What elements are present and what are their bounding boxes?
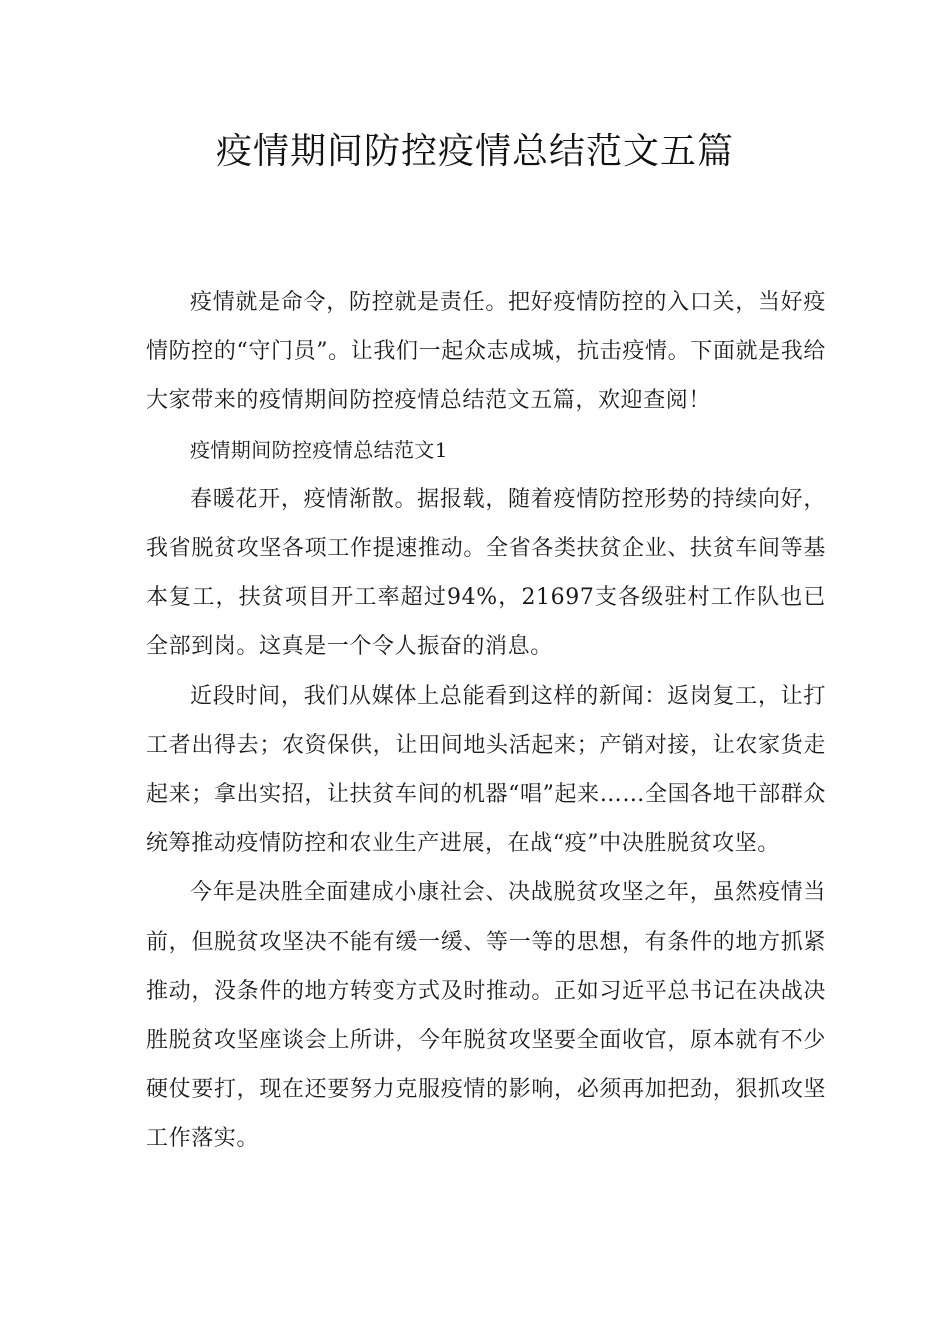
- body-paragraph: 今年是决胜全面建成小康社会、决战脱贫攻坚之年，虽然疫情当前，但脱贫攻坚决不能有缓一缓、等一等的思想，有条件的地方抓紧推动，没条件的地方转变方式及时推动。正如习近平总书记在决战决胜脱贫攻坚座谈会上所讲，今年脱贫攻坚要全面收官，原本就有不少硬仗要打，现在还要努力克服疫情的影响，必须再加把劲，狠抓攻坚工作落实。: [146, 880, 826, 1152]
- document-body: [146, 278, 826, 1164]
- body-paragraph: 春暖花开，疫情渐散。据报载，随着疫情防控形势的持续向好，我省脱贫攻坚各项工作提速推动。全省各类扶贫企业、扶贫车间等基本复工，扶贫项目开工率超过94%，21697支各级驻村工作队也已全部到岗。这真是一个令人振奋的消息。: [146, 486, 826, 660]
- document-title: 疫情期间防控疫情总结范文五篇: [215, 131, 734, 172]
- body-paragraph: 近段时间，我们从媒体上总能看到这样的新闻：返岗复工，让打工者出得去；农资保供，让田间地头活起来；产销对接，让农家货走起来；拿出实招，让扶贫车间的机器“唱”起来……全国各地干部群众统筹推动疫情防控和农业生产进展，在战“疫”中决胜脱贫攻坚。: [146, 683, 826, 857]
- intro-paragraph: 疫情就是命令，防控就是责任。把好疫情防控的入口关，当好疫情防控的“守门员”。让我们一起众志成城，抗击疫情。下面就是我给大家带来的疫情期间防控疫情总结范文五篇，欢迎查阅！: [146, 290, 826, 414]
- section-heading-1: 疫情期间防控疫情总结范文1: [190, 437, 448, 462]
